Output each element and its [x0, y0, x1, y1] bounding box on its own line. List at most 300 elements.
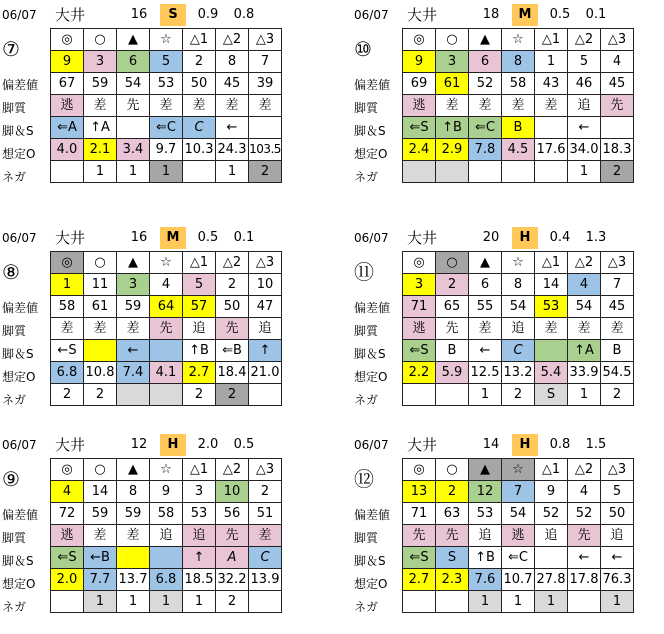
- deviation-cell: 61: [436, 73, 469, 95]
- mark-cell: ☆: [502, 252, 535, 274]
- expected-odds-cell: 9.7: [150, 139, 183, 161]
- horse-number-cell: 4: [51, 481, 84, 503]
- row-label: 脚＆S: [354, 347, 386, 361]
- leg-speed-cell: C: [249, 547, 282, 569]
- running-style-row: [403, 525, 634, 547]
- negative-cell: [436, 591, 469, 613]
- mark-cell: ◎: [403, 459, 436, 481]
- race-panel: [0, 225, 300, 407]
- mark-cell: ☆: [150, 29, 183, 51]
- runner-count: 14: [482, 437, 500, 452]
- horse-number-cell: 6: [469, 51, 502, 73]
- expected-odds-cell: 27.8: [535, 569, 568, 591]
- race-date: 06/07: [354, 438, 389, 452]
- deviation-cell: 65: [436, 296, 469, 318]
- negative-cell: [117, 384, 150, 406]
- running-style-cell: 先: [117, 95, 150, 117]
- running-style-row: [403, 318, 634, 340]
- negative-cell: [249, 384, 282, 406]
- mark-cell: ○: [84, 29, 117, 51]
- horse-number-cell: 2: [183, 51, 216, 73]
- expected-odds-cell: 32.2: [216, 569, 249, 591]
- runner-count: 12: [130, 437, 148, 452]
- expected-odds-cell: 18.3: [601, 139, 634, 161]
- leg-speed-cell: ⇐S: [403, 340, 436, 362]
- mark-cell: △1: [535, 252, 568, 274]
- running-style-cell: 先: [436, 525, 469, 547]
- mark-cell: ☆: [150, 459, 183, 481]
- leg-speed-cell: [150, 340, 183, 362]
- race-panel: [352, 432, 652, 614]
- leg-speed-cell: ←: [568, 117, 601, 139]
- row-label: 偏差値: [354, 508, 391, 522]
- running-style-cell: 差: [535, 318, 568, 340]
- negative-cell: [535, 161, 568, 183]
- negative-cell: [436, 161, 469, 183]
- running-style-cell: 追: [183, 318, 216, 340]
- race-header: [0, 2, 300, 28]
- deviation-cell: 55: [469, 296, 502, 318]
- row-label: ネガ: [354, 393, 379, 407]
- leg-speed-cell: [117, 547, 150, 569]
- mark-row: [51, 29, 282, 51]
- horse-number-cell: 9: [535, 481, 568, 503]
- race-table: [402, 458, 634, 613]
- deviation-cell: 64: [150, 296, 183, 318]
- expected-odds-cell: 2.7: [403, 569, 436, 591]
- leg-speed-cell: [249, 117, 282, 139]
- row-label: 脚質: [354, 324, 379, 338]
- running-style-cell: 逃: [51, 95, 84, 117]
- mark-cell: ◎: [403, 29, 436, 51]
- leg-speed-cell: B: [601, 340, 634, 362]
- running-style-cell: 差: [568, 318, 601, 340]
- negative-cell: [51, 161, 84, 183]
- header-value-1: 0.4: [549, 230, 571, 245]
- horse-number-cell: 5: [601, 481, 634, 503]
- header-value-2: 0.8: [233, 7, 255, 22]
- header-value-2: 1.5: [585, 437, 607, 452]
- running-style-cell: 差: [601, 318, 634, 340]
- leg-speed-cell: ←: [117, 340, 150, 362]
- running-style-cell: 先: [150, 318, 183, 340]
- leg-speed-cell: ⇐C: [150, 117, 183, 139]
- mark-cell: △1: [183, 252, 216, 274]
- leg-speed-cell: ↑B: [436, 117, 469, 139]
- race-grade-badge: H: [512, 434, 538, 456]
- expected-odds-cell: 2.9: [436, 139, 469, 161]
- mark-cell: ○: [436, 459, 469, 481]
- expected-odds-cell: 4.1: [150, 362, 183, 384]
- leg-speed-cell: ←: [568, 547, 601, 569]
- running-style-cell: 差: [249, 525, 282, 547]
- horse-number-cell: 3: [183, 481, 216, 503]
- leg-speed-cell: ⇐C: [502, 547, 535, 569]
- horse-number-cell: 14: [535, 274, 568, 296]
- deviation-cell: 63: [436, 503, 469, 525]
- race-date: 06/07: [2, 8, 37, 22]
- mark-cell: △2: [568, 252, 601, 274]
- expected-odds-cell: 10.3: [183, 139, 216, 161]
- mark-cell: △2: [568, 459, 601, 481]
- negative-row: [51, 161, 282, 183]
- deviation-cell: 51: [249, 503, 282, 525]
- negative-row: [51, 591, 282, 613]
- negative-cell: 2: [601, 161, 634, 183]
- expected-odds-cell: 34.0: [568, 139, 601, 161]
- leg-speed-cell: ↑: [249, 340, 282, 362]
- running-style-cell: 先: [216, 318, 249, 340]
- negative-cell: [183, 161, 216, 183]
- row-label: 想定O: [354, 370, 388, 384]
- race-panel: [0, 432, 300, 614]
- mark-cell: △3: [249, 252, 282, 274]
- horse-number-cell: 8: [216, 51, 249, 73]
- expected-odds-cell: 54.5: [601, 362, 634, 384]
- expected-odds-cell: 103.5: [249, 139, 282, 161]
- mark-cell: ☆: [502, 29, 535, 51]
- mark-row: [51, 459, 282, 481]
- deviation-cell: 53: [469, 503, 502, 525]
- mark-cell: ▲: [117, 29, 150, 51]
- negative-cell: 1: [568, 161, 601, 183]
- expected-odds-cell: 10.8: [84, 362, 117, 384]
- row-label: 脚質: [2, 324, 27, 338]
- expected-odds-cell: 7.4: [117, 362, 150, 384]
- negative-cell: 1: [117, 161, 150, 183]
- negative-cell: 1: [150, 161, 183, 183]
- horse-number-row: [403, 274, 634, 296]
- row-label: 脚質: [2, 101, 27, 115]
- running-style-cell: 差: [249, 95, 282, 117]
- deviation-cell: 50: [216, 296, 249, 318]
- race-venue: 大井: [55, 229, 86, 247]
- expected-odds-cell: 12.5: [469, 362, 502, 384]
- mark-cell: ◎: [51, 459, 84, 481]
- running-style-cell: 差: [117, 318, 150, 340]
- leg-speed-cell: ⇐A: [51, 117, 84, 139]
- deviation-cell: 54: [117, 73, 150, 95]
- horse-number-cell: 2: [249, 481, 282, 503]
- expected-odds-row: [51, 569, 282, 591]
- horse-number-cell: 2: [216, 274, 249, 296]
- header-value-1: 0.8: [549, 437, 571, 452]
- negative-cell: 1: [502, 591, 535, 613]
- expected-odds-cell: 13.7: [117, 569, 150, 591]
- mark-cell: △3: [249, 29, 282, 51]
- expected-odds-cell: 10.7: [502, 569, 535, 591]
- leg-speed-cell: ⇐S: [403, 117, 436, 139]
- runner-count: 16: [130, 7, 148, 22]
- expected-odds-cell: 17.6: [535, 139, 568, 161]
- mark-cell: ☆: [150, 252, 183, 274]
- deviation-cell: 67: [51, 73, 84, 95]
- expected-odds-cell: 33.9: [568, 362, 601, 384]
- deviation-cell: 54: [502, 503, 535, 525]
- horse-number-cell: 3: [117, 274, 150, 296]
- deviation-cell: 45: [601, 73, 634, 95]
- row-label: 偏差値: [354, 78, 391, 92]
- row-label: 偏差値: [354, 301, 391, 315]
- negative-cell: 1: [84, 591, 117, 613]
- leg-speed-row: [403, 340, 634, 362]
- horse-number-cell: 10: [249, 274, 282, 296]
- leg-speed-cell: [535, 547, 568, 569]
- deviation-row: [403, 296, 634, 318]
- negative-cell: 1: [568, 384, 601, 406]
- negative-row: [51, 384, 282, 406]
- running-style-cell: 追: [535, 525, 568, 547]
- leg-speed-cell: ←B: [84, 547, 117, 569]
- row-label: 脚質: [354, 531, 379, 545]
- horse-number-cell: 8: [502, 274, 535, 296]
- negative-cell: [502, 161, 535, 183]
- mark-cell: ◎: [51, 29, 84, 51]
- horse-number-row: [51, 51, 282, 73]
- running-style-cell: 差: [469, 95, 502, 117]
- running-style-cell: 差: [150, 95, 183, 117]
- leg-speed-cell: [601, 117, 634, 139]
- race-venue: 大井: [55, 436, 86, 454]
- deviation-row: [403, 503, 634, 525]
- negative-cell: 1: [216, 161, 249, 183]
- horse-number-cell: 4: [568, 274, 601, 296]
- negative-cell: 2: [216, 384, 249, 406]
- horse-number-cell: 11: [84, 274, 117, 296]
- row-label: 想定O: [354, 577, 388, 591]
- deviation-row: [403, 73, 634, 95]
- horse-number-cell: 4: [150, 274, 183, 296]
- leg-speed-cell: S: [436, 547, 469, 569]
- running-style-cell: 追: [601, 525, 634, 547]
- mark-row: [51, 252, 282, 274]
- row-label: 脚＆S: [354, 554, 386, 568]
- negative-cell: [249, 591, 282, 613]
- expected-odds-cell: 7.6: [469, 569, 502, 591]
- leg-speed-cell: ←: [601, 547, 634, 569]
- runner-count: 18: [482, 7, 500, 22]
- horse-number-cell: 1: [51, 274, 84, 296]
- running-style-cell: 差: [469, 318, 502, 340]
- horse-number-cell: 5: [150, 51, 183, 73]
- header-value-1: 0.5: [549, 7, 571, 22]
- header-value-2: 0.5: [233, 437, 255, 452]
- running-style-cell: 先: [403, 525, 436, 547]
- deviation-cell: 59: [117, 503, 150, 525]
- running-style-cell: 先: [568, 525, 601, 547]
- deviation-row: [51, 296, 282, 318]
- expected-odds-cell: 18.4: [216, 362, 249, 384]
- horse-number-cell: 3: [403, 274, 436, 296]
- header-value-2: 0.1: [585, 7, 607, 22]
- leg-speed-cell: ⇐S: [403, 547, 436, 569]
- leg-speed-row: [51, 340, 282, 362]
- horse-number-cell: 8: [117, 481, 150, 503]
- row-label: 脚質: [354, 101, 379, 115]
- expected-odds-cell: 4.5: [502, 139, 535, 161]
- expected-odds-cell: 2.7: [183, 362, 216, 384]
- deviation-cell: 61: [84, 296, 117, 318]
- running-style-cell: 逃: [403, 95, 436, 117]
- leg-speed-cell: ⇐B: [216, 340, 249, 362]
- deviation-cell: 69: [403, 73, 436, 95]
- negative-cell: 2: [502, 384, 535, 406]
- mark-row: [403, 252, 634, 274]
- row-label: 想定O: [2, 147, 36, 161]
- mark-cell: △2: [216, 459, 249, 481]
- header-value-1: 0.9: [197, 7, 219, 22]
- leg-speed-row: [51, 547, 282, 569]
- horse-number-cell: 4: [568, 481, 601, 503]
- deviation-cell: 46: [568, 73, 601, 95]
- race-header: [352, 225, 652, 251]
- horse-number-cell: 2: [436, 481, 469, 503]
- race-header: [352, 2, 652, 28]
- deviation-cell: 59: [84, 73, 117, 95]
- expected-odds-cell: 4.0: [51, 139, 84, 161]
- deviation-cell: 58: [502, 73, 535, 95]
- mark-cell: △1: [535, 459, 568, 481]
- row-label: 脚＆S: [2, 347, 34, 361]
- race-number: ⑩: [354, 37, 372, 61]
- horse-number-cell: 9: [403, 51, 436, 73]
- running-style-cell: 追: [249, 318, 282, 340]
- expected-odds-cell: 2.4: [403, 139, 436, 161]
- header-value-1: 2.0: [197, 437, 219, 452]
- negative-cell: [403, 591, 436, 613]
- expected-odds-cell: 2.3: [436, 569, 469, 591]
- mark-cell: ◎: [403, 252, 436, 274]
- leg-speed-cell: ←S: [51, 340, 84, 362]
- expected-odds-cell: 5.9: [436, 362, 469, 384]
- row-label: ネガ: [354, 600, 379, 614]
- horse-number-cell: 3: [436, 51, 469, 73]
- leg-speed-cell: B: [502, 117, 535, 139]
- race-grade-badge: H: [512, 227, 538, 249]
- running-style-cell: 差: [51, 318, 84, 340]
- expected-odds-row: [51, 139, 282, 161]
- deviation-cell: 57: [183, 296, 216, 318]
- deviation-row: [51, 503, 282, 525]
- expected-odds-cell: 13.9: [249, 569, 282, 591]
- runner-count: 16: [130, 230, 148, 245]
- negative-cell: 2: [249, 161, 282, 183]
- mark-cell: ▲: [469, 29, 502, 51]
- negative-cell: 1: [535, 591, 568, 613]
- leg-speed-cell: [117, 117, 150, 139]
- deviation-cell: 43: [535, 73, 568, 95]
- running-style-cell: 逃: [51, 525, 84, 547]
- horse-number-cell: 7: [249, 51, 282, 73]
- mark-cell: △2: [568, 29, 601, 51]
- negative-cell: 2: [183, 384, 216, 406]
- horse-number-cell: 10: [216, 481, 249, 503]
- horse-number-cell: 5: [183, 274, 216, 296]
- leg-speed-cell: ⇐C: [469, 117, 502, 139]
- deviation-cell: 53: [183, 503, 216, 525]
- running-style-cell: 差: [117, 525, 150, 547]
- deviation-row: [51, 73, 282, 95]
- mark-cell: △1: [535, 29, 568, 51]
- horse-number-cell: 2: [436, 274, 469, 296]
- running-style-cell: 差: [84, 95, 117, 117]
- leg-speed-cell: [535, 340, 568, 362]
- row-label: 脚質: [2, 531, 27, 545]
- running-style-cell: 先: [601, 95, 634, 117]
- deviation-cell: 53: [535, 296, 568, 318]
- deviation-cell: 45: [216, 73, 249, 95]
- header-value-1: 0.5: [197, 230, 219, 245]
- header-value-2: 0.1: [233, 230, 255, 245]
- negative-row: [403, 161, 634, 183]
- mark-cell: △3: [601, 459, 634, 481]
- mark-cell: ○: [84, 459, 117, 481]
- race-table: [50, 458, 282, 613]
- expected-odds-cell: 18.5: [183, 569, 216, 591]
- mark-cell: △1: [183, 459, 216, 481]
- row-label: 偏差値: [2, 78, 39, 92]
- leg-speed-cell: ←: [469, 340, 502, 362]
- leg-speed-cell: ↑: [183, 547, 216, 569]
- mark-cell: ▲: [469, 459, 502, 481]
- running-style-row: [403, 95, 634, 117]
- horse-number-cell: 3: [84, 51, 117, 73]
- negative-cell: [403, 384, 436, 406]
- running-style-row: [51, 318, 282, 340]
- deviation-cell: 72: [51, 503, 84, 525]
- mark-row: [403, 459, 634, 481]
- mark-cell: ▲: [117, 252, 150, 274]
- mark-cell: ○: [436, 252, 469, 274]
- horse-number-cell: 12: [469, 481, 502, 503]
- deviation-cell: 58: [150, 503, 183, 525]
- horse-number-cell: 9: [150, 481, 183, 503]
- row-label: 偏差値: [2, 301, 39, 315]
- mark-cell: △3: [601, 29, 634, 51]
- negative-cell: 2: [84, 384, 117, 406]
- leg-speed-row: [403, 117, 634, 139]
- leg-speed-cell: ↑A: [568, 340, 601, 362]
- negative-cell: 1: [601, 591, 634, 613]
- horse-number-cell: 1: [535, 51, 568, 73]
- horse-number-cell: 7: [502, 481, 535, 503]
- race-number: ⑫: [354, 467, 374, 491]
- running-style-cell: 逃: [403, 318, 436, 340]
- race-header: [0, 225, 300, 251]
- expected-odds-cell: 5.4: [535, 362, 568, 384]
- negative-row: [403, 591, 634, 613]
- race-grade-badge: M: [512, 4, 538, 26]
- negative-cell: 2: [216, 591, 249, 613]
- expected-odds-cell: 2.1: [84, 139, 117, 161]
- leg-speed-cell: ←: [216, 117, 249, 139]
- leg-speed-row: [51, 117, 282, 139]
- expected-odds-cell: 76.3: [601, 569, 634, 591]
- negative-cell: 1: [84, 161, 117, 183]
- row-label: 偏差値: [2, 508, 39, 522]
- deviation-cell: 58: [51, 296, 84, 318]
- horse-number-row: [403, 481, 634, 503]
- negative-cell: [403, 161, 436, 183]
- race-table: [50, 251, 282, 406]
- negative-cell: 1: [150, 591, 183, 613]
- mark-cell: △3: [249, 459, 282, 481]
- deviation-cell: 52: [469, 73, 502, 95]
- race-table: [402, 28, 634, 183]
- running-style-cell: 逃: [502, 525, 535, 547]
- negative-cell: [150, 384, 183, 406]
- running-style-cell: 追: [469, 525, 502, 547]
